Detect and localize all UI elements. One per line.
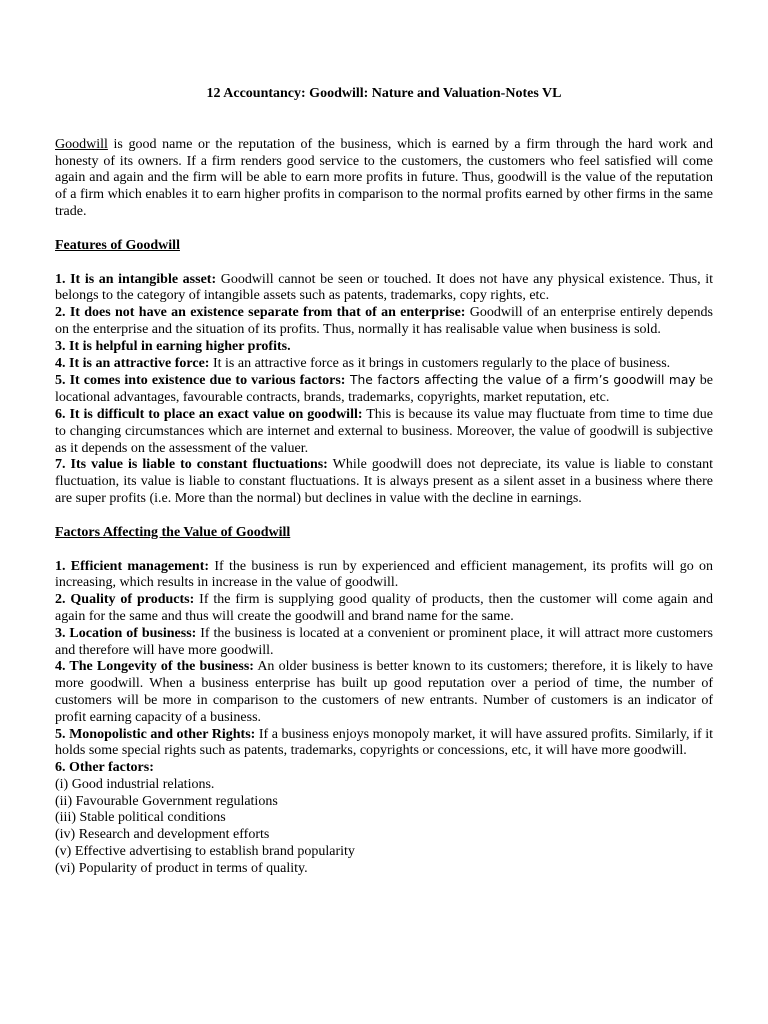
factor-item (55, 626, 713, 660)
factor-label: 4. The Longevity of the business: (55, 659, 254, 675)
feature-item (55, 407, 713, 457)
factor-text: An older business is better known to its customers; therefore, it is likely to have more goodwill. When a business enterprise has built up good reputation over a period of time, the number of customers will be more in comparison to the customers of new entrants. Number of customers is an indicator of profit earning capacity of a business. (55, 659, 713, 725)
feature-item (55, 305, 713, 339)
factor-item (55, 559, 713, 593)
other-factor-item: (i) Good industrial relations. (55, 776, 215, 792)
other-factor-item: (v) Effective advertising to establish brand popularity (55, 844, 355, 860)
feature-label: 7. Its value is liable to constant fluctuations: (55, 457, 328, 473)
feature-item (55, 372, 713, 407)
intro-paragraph (55, 137, 713, 221)
other-factor-item: (iv) Research and development efforts (55, 827, 270, 843)
feature-label: 5. It comes into existence due to various factors: (55, 373, 346, 389)
other-factor-item: (vi) Popularity of product in terms of quality. (55, 860, 308, 876)
feature-text: While goodwill does not depreciate, its value is liable to constant fluctuation, its value is liable to constant fluctuations. It is always present as a silent asset in a business where there are super profits (i.e. More than the normal) but declines in value with the decline in earnings. (55, 457, 713, 506)
feature-text: This is because its value may fluctuate from time to time due to changing circumstances which are internet and external to business. Moreover, the value of goodwill is subjective as it depends on the assessment of the valuer. (55, 406, 713, 456)
factor-label: 3. Location of business: (55, 625, 197, 641)
feature-label: 4. It is an attractive force: (55, 355, 210, 371)
factor-label: 1. Efficient management: (55, 558, 210, 574)
feature-text: It is an attractive force as it brings in customers regularly to the place of business. (209, 355, 671, 371)
factor-text: If the business is run by experienced and efficient management, its profits will go on increasing, which results in increase in the value of goodwill. (55, 558, 713, 591)
factor-label: 6. Other factors: (55, 760, 154, 776)
feature-item (55, 272, 713, 306)
factor-label: 5. Monopolistic and other Rights: (55, 726, 256, 742)
feature-item (55, 339, 713, 356)
feature-label: 6. It is difficult to place an exact value on goodwill: (55, 406, 363, 422)
intro-term: Goodwill (55, 136, 108, 152)
feature-label: 2. It does not have an existence separate from that of an enterprise: (55, 305, 466, 321)
factor-item (55, 592, 713, 626)
feature-text: Goodwill of an enterprise entirely depends on the enterprise and the situation of its profits. Thus, normally it has realisable value when business is sold. (55, 305, 714, 337)
feature-text: Goodwill cannot be seen or touched. It does not have any physical existence. Thus, it belongs to the category of intangible assets such as patents, trademarks, copy rights, etc. (55, 271, 713, 304)
feature-text: The factors affecting the value of a firm’s goodwill may (345, 373, 696, 388)
factor-text: If the firm is supplying good quality of products, then the customer will come again and again for the same and thus will create the goodwill and brand name for the same. (55, 592, 713, 624)
feature-item (55, 356, 713, 373)
features-heading: Features of Goodwill (55, 237, 180, 253)
factors-heading: Factors Affecting the Value of Goodwill (55, 524, 291, 540)
factor-text: If a business enjoys monopoly market, it will have assured profits. Similarly, if it holds some special rights such as patents, trademarks, copyrights or concessions, etc, it will have more goodwill. (55, 726, 713, 759)
feature-item (55, 457, 713, 507)
other-factor-item: (ii) Favourable Government regulations (55, 793, 278, 809)
factor-item (55, 760, 713, 777)
factor-item (55, 727, 713, 761)
feature-label: 3. It is helpful in earning higher profits. (55, 338, 291, 354)
intro-text: is good name or the reputation of the business, which is earned by a firm through the hard work and honesty of its owners. If a firm renders good service to the customers, the customers who feel satisfied will come again and again and the firm will be able to earn more profits in future. Thus, goodwill is the value of the reputation of a firm which enables it to earn higher profits in comparison to the normal profits earned by other firms in the same trade. (55, 136, 713, 219)
factor-item (55, 659, 713, 726)
features-list (55, 272, 713, 508)
feature-label: 1. It is an intangible asset: (55, 271, 217, 287)
feature-text-continued: be locational advantages, favourable contracts, brands, trademarks, copyrights, market reputation, etc. (55, 373, 713, 406)
factor-text: If the business is located at a convenient or prominent place, it will attract more customers and therefore will have more goodwill. (55, 625, 713, 658)
document-title: 12 Accountancy: Goodwill: Nature and Valuation-Notes VL (206, 86, 562, 101)
factors-list (55, 559, 713, 878)
other-factor-item: (iii) Stable political conditions (55, 810, 226, 826)
factor-label: 2. Quality of products: (55, 592, 195, 608)
